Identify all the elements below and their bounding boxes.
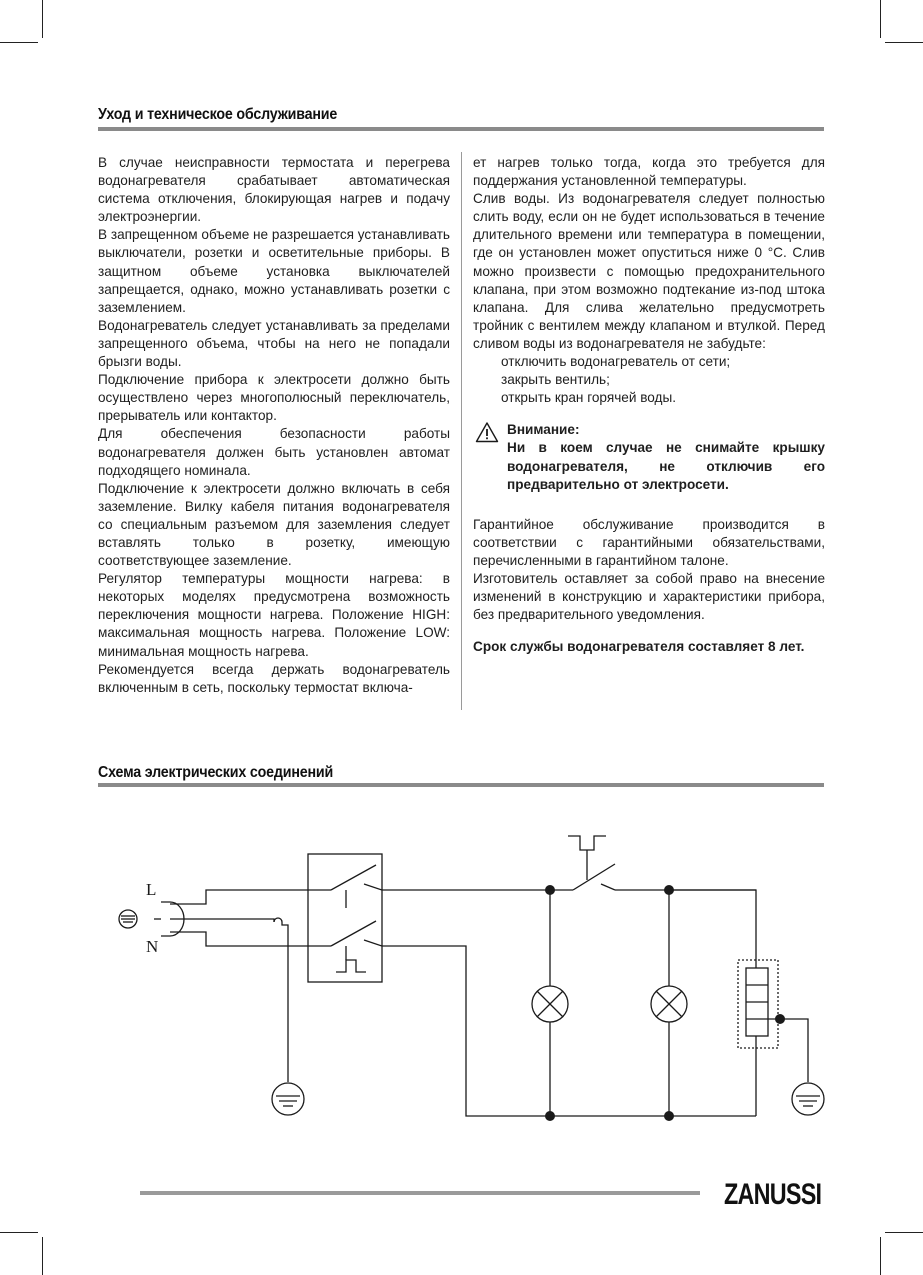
paragraph: В запрещенном объеме не разрешается устанавливать выключатели, розетки и осветительные приборы. В защитном объеме установка выключателей запрещается, однако, можно устанавливать розетки с заземлением. (98, 227, 451, 315)
spacer (473, 494, 825, 516)
warning-text: Ни в коем случае не снимайте крышку водонагревателя, не отключив его предварительно от электросети. (507, 440, 825, 492)
crop-mark (42, 0, 43, 38)
paragraph: Подключение к электросети должно включать в себя заземление. Вилку кабеля питания водонагревателя со специальным разъемом для заземления следует вставлять только в розетку, имеющую соответствующее заземление. (98, 480, 450, 569)
spacer (473, 407, 825, 421)
section-title-wiring: Схема электрических соединений (98, 764, 334, 781)
crop-mark (880, 1237, 881, 1275)
paragraph: Водонагреватель следует устанавливать за пределами запрещенного объема, чтобы на него не попадали брызги воды. (98, 317, 450, 370)
brand-logo: ZANUSSI (724, 1178, 822, 1211)
paragraph: Регулятор температуры мощности нагрева: в некоторых моделях предусмотрена возможность переключения мощности нагрева. Положение HIGH: максимальная мощность нагрева. Положение LOW: минимальная мощность нагрева. (98, 571, 450, 659)
switch-contacts (308, 865, 382, 972)
junction-dots (545, 885, 785, 1121)
column-divider (461, 152, 462, 710)
spacer (473, 624, 825, 638)
paragraph: Изготовитель оставляет за собой право на внесение изменений в конструкцию и характеристики прибора, без предварительного уведомления. (473, 570, 825, 623)
crop-mark (0, 1232, 38, 1233)
paragraph: Гарантийное обслуживание производится в соответствии с гарантийными обязательствами, перечисленными в гарантийном талоне. (473, 516, 825, 568)
heating-element-enclosure (738, 960, 778, 1048)
crop-mark (880, 0, 881, 38)
paragraph: В случае неисправности термостата и перегрева водонагревателя срабатывает автоматическая система отключения, блокирующая нагрев и подачу электроэнергии. (98, 155, 450, 225)
crop-mark (885, 42, 923, 43)
drain-step: закрыть вентиль; (501, 372, 610, 388)
paragraph: Рекомендуется всегда держать водонагреватель включенным в сеть, поскольку термостат включа- (98, 661, 450, 695)
service-life-note: Срок службы водонагревателя составляет 8 лет. (473, 639, 805, 655)
indicator-lamp (651, 986, 687, 1022)
footer-rule (140, 1191, 700, 1195)
drain-step: открыть кран горячей воды. (501, 390, 677, 406)
crop-mark (885, 1232, 923, 1233)
warning-icon (475, 421, 499, 443)
paragraph: ет нагрев только тогда, когда это требуется для поддержания установленной температуры. (473, 155, 825, 189)
drain-step: отключить водонагреватель от сети; (501, 354, 731, 370)
paragraph: Слив воды. Из водонагревателя следует полностью слить воду, если он не будет использоваться в течение длительного времени или температура в помещении, где он установлен может опуститься ниже 0 °С. Слив можно произвести с помощью предохранительного клапана, при этом возможно подтекание из-под штока клапана. Для слива желательно предусмотреть тройник с вентилем между клапаном и втулкой. Перед сливом воды из водонагревателя не забудьте: (473, 191, 825, 351)
section-title-maintenance: Уход и техническое обслуживание (98, 106, 338, 123)
earth-symbol-right (792, 1083, 824, 1115)
right-column (473, 154, 825, 656)
indicator-lamp (532, 986, 568, 1022)
left-column (98, 154, 450, 697)
crop-mark (42, 1237, 43, 1275)
wiring-diagram (98, 820, 838, 1140)
warning-block (473, 421, 825, 493)
double-pole-switch (308, 854, 382, 982)
line-label: L (146, 880, 157, 899)
crop-mark (0, 42, 38, 43)
heating-element (746, 968, 768, 1036)
earth-symbol-left (272, 1083, 304, 1115)
warning-title: Внимание: (507, 422, 580, 438)
paragraph: Подключение прибора к электросети должно быть осуществлено через многополюсный переключатель, прерыватель или контактор. (98, 372, 450, 424)
thermostat-switch (550, 836, 615, 890)
section-rule (98, 783, 824, 787)
mains-plug (119, 880, 184, 956)
paragraph: Для обеспечения безопасности работы водонагревателя должен быть установлен автомат подходящего номинала. (98, 426, 450, 478)
neutral-label: N (146, 937, 159, 956)
section-rule (98, 127, 824, 131)
